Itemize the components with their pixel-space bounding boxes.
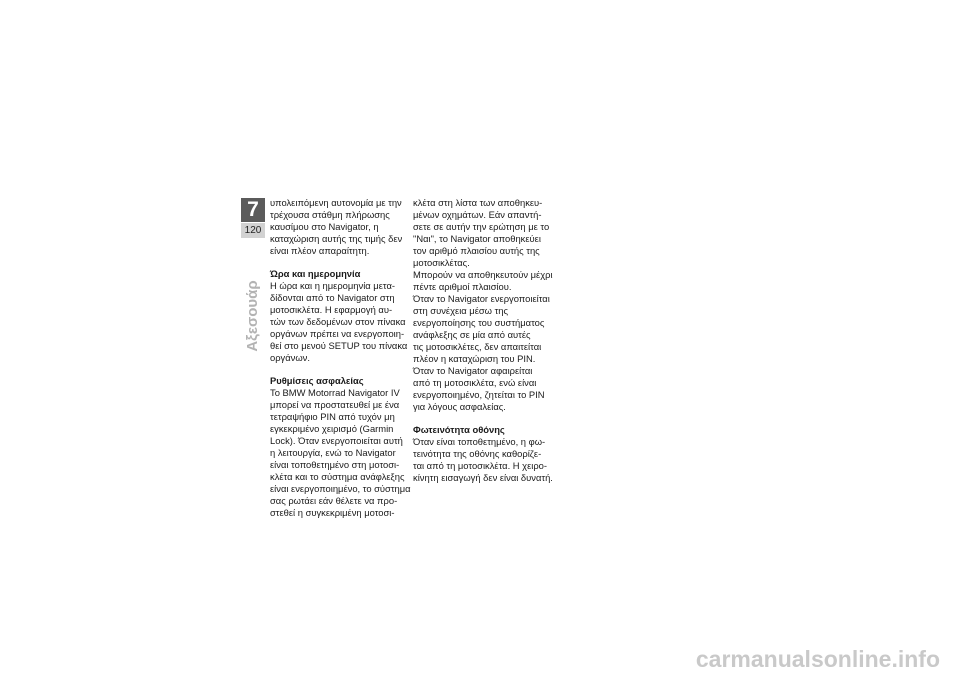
text-line: είναι πλέον απαραίτητη. xyxy=(270,245,370,256)
text-line: Μπορούν να αποθηκευτούν μέχρι xyxy=(413,269,553,280)
text-line: πλέον η καταχώριση του PIN. xyxy=(413,353,536,364)
text-line: Όταν το Navigator ενεργοποιείται xyxy=(413,293,550,304)
text-line: ενεργοποίησης του συστήματος xyxy=(413,317,545,328)
text-line: μένων οχημάτων. Εάν απαντή- xyxy=(413,209,542,220)
text-line: οργάνων πρέπει να ενεργοποιη- xyxy=(270,328,405,339)
section-heading: Ώρα και ημερομηνία xyxy=(270,268,361,279)
text-line: είναι τοποθετημένο στη μοτοσι- xyxy=(270,459,400,470)
text-line: τον αριθμό πλαισίου αυτής της xyxy=(413,245,540,256)
text-line: η λειτουργία, ενώ το Navigator xyxy=(270,447,396,458)
paragraph-gap xyxy=(413,413,553,424)
text-line: ενεργοποιημένο, ζητείται το PIN xyxy=(413,389,545,400)
left-text-column xyxy=(270,197,410,519)
text-line: ται από τη μοτοσικλέτα. Η χειρο- xyxy=(413,460,548,471)
text-line: σας ρωτάει εάν θέλετε να προ- xyxy=(270,495,398,506)
text-line: "Ναι", το Navigator αποθηκεύει xyxy=(413,233,541,244)
right-text-column xyxy=(413,197,553,484)
paragraph-gap xyxy=(270,364,410,375)
text-line: καυσίμου στο Navigator, η xyxy=(270,221,379,232)
page-number: 120 xyxy=(241,223,265,238)
chapter-number: 7 xyxy=(241,198,265,222)
text-line: θεί στο μενού SETUP του πίνακα xyxy=(270,340,408,351)
text-line: κλέτα και το σύστημα ανάφλεξης xyxy=(270,471,405,482)
text-line: δίδονται από το Navigator στη xyxy=(270,292,395,303)
text-line: τρέχουσα στάθμη πλήρωσης xyxy=(270,209,390,220)
text-line: καταχώριση αυτής της τιμής δεν xyxy=(270,233,403,244)
chapter-side-title: Αξεσουάρ xyxy=(244,280,261,352)
text-line: εγκεκριμένο χειρισμό (Garmin xyxy=(270,423,394,434)
section-heading: Ρυθμίσεις ασφαλείας xyxy=(270,375,364,386)
text-line: τετραψήφιο PIN από τυχόν μη xyxy=(270,411,395,422)
site-watermark[interactable]: carmanualsonline.info xyxy=(695,646,940,672)
text-line: Lock). Όταν ενεργοποιείται αυτή xyxy=(270,435,403,446)
text-line: μοτοσικλέτα. Η εφαρμογή αυ- xyxy=(270,304,393,315)
text-line: είναι ενεργοποιημένο, το σύστημα xyxy=(270,483,411,494)
text-line: Το BMW Motorrad Navigator IV xyxy=(270,387,400,398)
text-line: Όταν το Navigator αφαιρείται xyxy=(413,365,533,376)
text-line: Η ώρα και η ημερομηνία μετα- xyxy=(270,280,395,291)
section-heading: Φωτεινότητα οθόνης xyxy=(413,424,505,435)
text-line: στη συνέχεια μέσω της xyxy=(413,305,509,316)
text-line: μπορεί να προστατευθεί με ένα xyxy=(270,399,400,410)
text-line: σετε σε αυτήν την ερώτηση με το xyxy=(413,221,550,232)
text-line: κλέτα στη λίστα των αποθηκευ- xyxy=(413,197,543,208)
text-line: για λόγους ασφαλείας. xyxy=(413,401,506,412)
text-line: τις μοτοσικλέτες, δεν απαιτείται xyxy=(413,341,542,352)
text-line: οργάνων. xyxy=(270,352,310,363)
text-line: τών των δεδομένων στον πίνακα xyxy=(270,316,406,327)
chapter-tab xyxy=(241,198,265,240)
text-line: στεθεί η συγκεκριμένη μοτοσι- xyxy=(270,507,395,518)
text-line: υπολειπόμενη αυτονομία με την xyxy=(270,197,402,208)
text-line: πέντε αριθμοί πλαισίου. xyxy=(413,281,512,292)
text-line: Όταν είναι τοποθετημένο, η φω- xyxy=(413,436,546,447)
paragraph-gap xyxy=(270,257,410,268)
text-line: από τη μοτοσικλέτα, ενώ είναι xyxy=(413,377,537,388)
text-line: μοτοσικλέτας. xyxy=(413,257,470,268)
text-line: ανάφλεξης σε μία από αυτές xyxy=(413,329,531,340)
text-line: τεινότητα της οθόνης καθορίζε- xyxy=(413,448,542,459)
text-line: κίνητη εισαγωγή δεν είναι δυνατή. xyxy=(413,472,553,483)
